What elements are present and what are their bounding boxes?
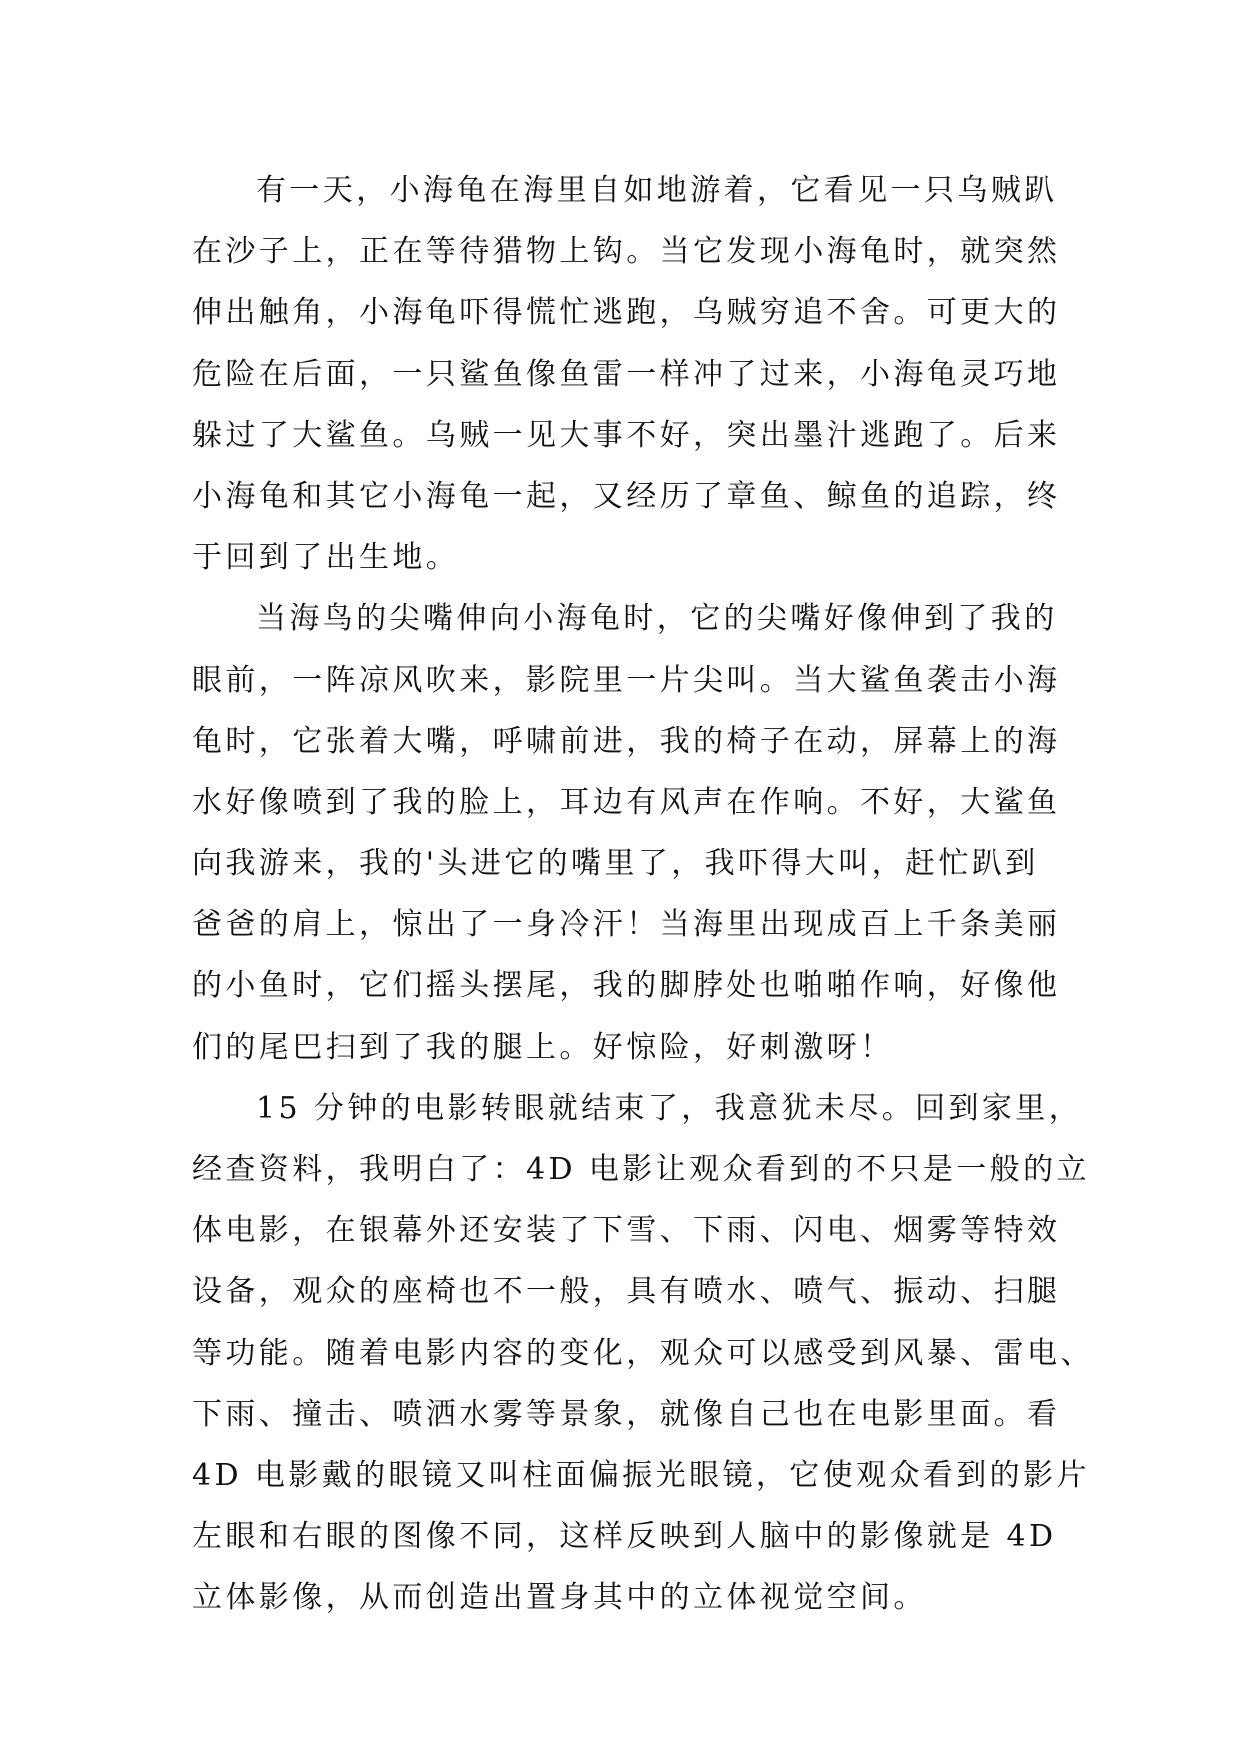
text-line: 有一天，小海龟在海里自如地游着，它看见一只乌贼趴: [256, 173, 1058, 208]
text-line: 的小鱼时，它们摇头摆尾，我的脚脖处也啪啪作响，好像他: [192, 968, 1061, 1004]
text-line: 爸爸的肩上，惊出了一身冷汗！当海里出现成百上千条美丽: [192, 907, 1061, 943]
text-line: 等功能。随着电影内容的变化，观众可以感受到风暴、雷电、: [192, 1335, 1094, 1371]
text-line: 15 分钟的电影转眼就结束了，我意犹未尽。回到家里，: [256, 1090, 1083, 1126]
text-line: 眼前，一阵凉风吹来，影院里一片尖叫。当大鲨鱼袭击小海: [192, 662, 1061, 698]
text-line: 在沙子上，正在等待猎物上钩。当它发现小海龟时，就突然: [192, 234, 1061, 270]
paragraph-1: [192, 160, 1061, 588]
text-line: 经查资料，我明白了：4D 电影让观众看到的不只是一般的立: [192, 1152, 1090, 1187]
text-line: 设备，观众的座椅也不一般，具有喷水、喷气、振动、扫腿: [192, 1274, 1061, 1310]
text-line: 躲过了大鲨鱼。乌贼一见大事不好，突出墨汁逃跑了。后来: [192, 417, 1061, 453]
text-line: 伸出触角，小海龟吓得慌忙逃跑，乌贼穷追不舍。可更大的: [192, 295, 1061, 331]
paragraph-2: [192, 588, 1061, 1078]
text-line: 危险在后面，一只鲨鱼像鱼雷一样冲了过来，小海龟灵巧地: [192, 356, 1061, 392]
text-line: 体电影，在银幕外还安装了下雪、下雨、闪电、烟雾等特效: [192, 1213, 1061, 1249]
text-line: 下雨、撞击、喷洒水雾等景象，就像自己也在电影里面。看: [192, 1396, 1061, 1432]
text-line: 于回到了出生地。: [192, 540, 460, 576]
text-line: 当海鸟的尖嘴伸向小海龟时，它的尖嘴好像伸到了我的: [256, 601, 1058, 637]
text-line: 立体影像，从而创造出置身其中的立体视觉空间。: [192, 1580, 927, 1616]
paragraph-3: [192, 1078, 1094, 1629]
text-line: 向我游来，我的'头进它的嘴里了，我吓得大叫，赶忙趴到: [192, 846, 1039, 882]
text-line: 4D 电影戴的眼镜又叫柱面偏振光眼镜，它使观众看到的影片: [192, 1457, 1090, 1493]
document-body: [192, 160, 1094, 1629]
text-line: 水好像喷到了我的脸上，耳边有风声在作响。不好，大鲨鱼: [192, 784, 1061, 820]
text-line: 们的尾巴扫到了我的腿上。好惊险，好刺激呀！: [192, 1029, 894, 1065]
text-line: 龟时，它张着大嘴，呼啸前进，我的椅子在动，屏幕上的海: [192, 723, 1061, 759]
text-line: 左眼和右眼的图像不同，这样反映到人脑中的影像就是 4D: [192, 1519, 1057, 1555]
text-line: 小海龟和其它小海龟一起，又经历了章鱼、鲸鱼的追踪，终: [192, 478, 1061, 514]
